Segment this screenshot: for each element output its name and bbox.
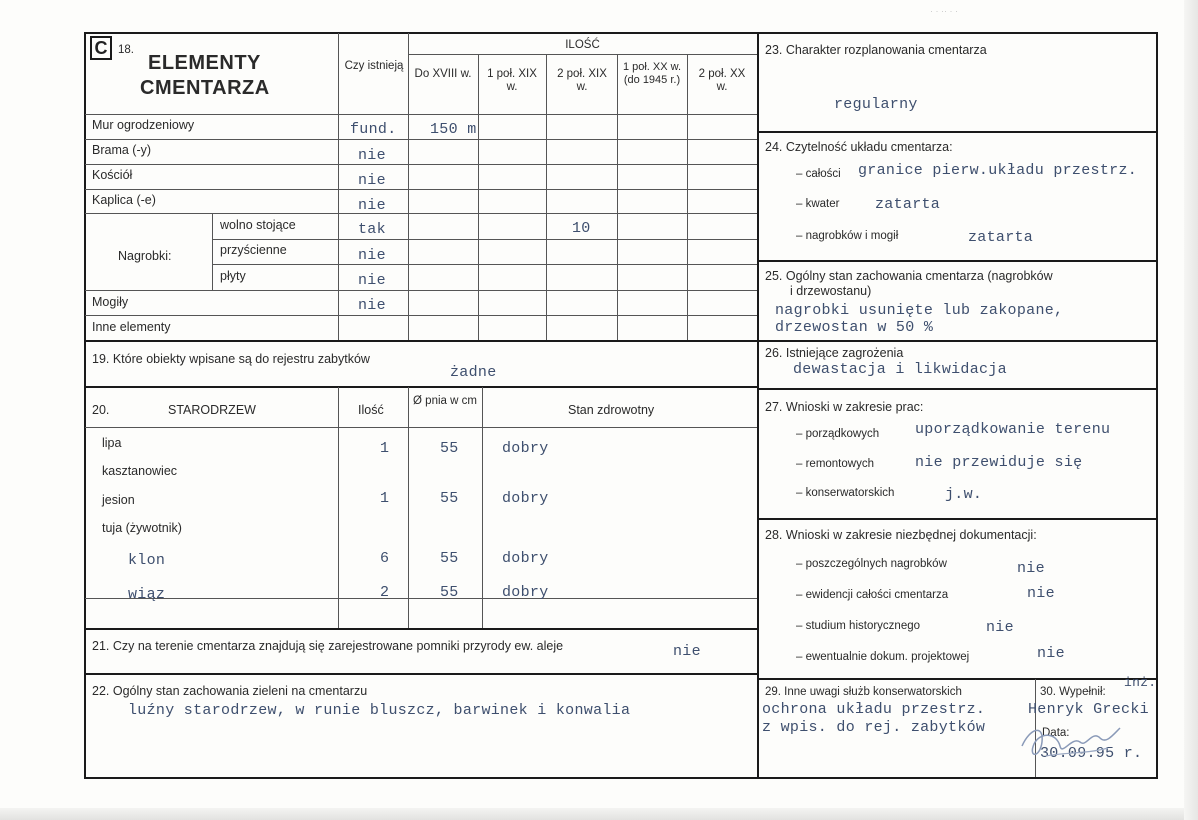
section27-top (758, 388, 1156, 390)
element-label-other: Inne elementy (92, 320, 171, 334)
col-quantity-header: ILOŚĆ (565, 39, 600, 51)
q23-label: 23. Charakter rozplanowania cmentarza (765, 43, 987, 57)
tree-health-wiaz: dobry (502, 584, 549, 601)
frame-bottom (84, 777, 1158, 779)
q27-item-repair: – remontowych (796, 458, 874, 470)
element-label-gate: Brama (-y) (92, 143, 152, 157)
q28-answer-project: nie (1037, 645, 1065, 662)
tree-count-jesion: 1 (380, 490, 390, 507)
q22-answer: luźny starodrzew, w runie bluszcz, barwinek i konwalia (128, 702, 631, 719)
row-line-3 (85, 189, 757, 190)
q20-header-line (85, 427, 757, 428)
q20-col-divider-1 (338, 387, 339, 628)
section-letter-box: C (90, 36, 112, 60)
q27-item-conservation: – konserwatorskich (796, 487, 895, 499)
section19-top (85, 340, 757, 342)
answer-slabs-exists: nie (358, 272, 386, 289)
q30-date: 30.09.95 r. (1040, 745, 1143, 762)
card-right-edge (1184, 0, 1198, 820)
answer-wall-qty: 150 m (430, 121, 477, 138)
row-line-2 (85, 164, 757, 165)
answer-graves-exists: nie (358, 297, 386, 314)
q25-answer-line2: drzewostan w 50 % (775, 319, 934, 336)
elements-title-line1: ELEMENTY (148, 52, 261, 74)
section-number: 18. (118, 44, 134, 56)
col-divider-2 (546, 54, 547, 340)
tree-diameter-lipa: 55 (440, 440, 459, 457)
row-line-8 (85, 315, 757, 316)
tree-diameter-wiaz: 55 (440, 584, 459, 601)
q30-title-abbr: inż. (1124, 675, 1157, 690)
element-label-church: Kościół (92, 168, 133, 182)
answer-gate-exists: nie (358, 147, 386, 164)
q28-label: 28. Wnioski w zakresie niezbędnej dokumentacji: (765, 528, 1037, 542)
nagrobki-divider (212, 213, 213, 290)
q26-answer: dewastacja i likwidacja (793, 361, 1007, 378)
element-label-graves: Mogiły (92, 295, 129, 309)
q28-item-study: – studium historycznego (796, 620, 921, 632)
q25-label-line2: i drzewostanu) (790, 284, 872, 298)
card-bottom-edge (0, 808, 1198, 820)
tree-health-lipa: dobry (502, 440, 549, 457)
section20-top (85, 386, 757, 388)
tree-count-lipa: 1 (380, 440, 390, 457)
section28-top (758, 518, 1156, 520)
q26-label: 26. Istniejące zagrożenia (765, 346, 904, 360)
frame-top (84, 32, 1158, 34)
answer-freestanding-qty: 10 (572, 220, 591, 237)
row-line-6 (212, 264, 757, 265)
col-divider-3 (617, 54, 618, 340)
q28-answer-records: nie (1027, 585, 1055, 602)
answer-wall-mounted-exists: nie (358, 247, 386, 264)
q19-answer: żadne (450, 364, 497, 381)
q28-item-records: – ewidencji całości cmentarza (796, 589, 949, 601)
section26-top (758, 340, 1156, 342)
frame-right (1156, 32, 1158, 779)
q23-answer: regularny (834, 96, 918, 113)
frame-left (84, 32, 86, 779)
elements-title-line2: CMENTARZA (140, 77, 270, 99)
nagrobki-label: Nagrobki: (118, 249, 172, 263)
q27-answer-repair: nie przewiduje się (915, 454, 1083, 471)
q28-item-project: – ewentualnie dokum. projektowej (796, 651, 970, 663)
ilosc-underline (408, 54, 757, 55)
q24-item-graves: – nagrobków i mogił (796, 230, 899, 242)
col-divider-4 (687, 54, 688, 340)
section25-top (758, 260, 1156, 262)
q21-label: 21. Czy na terenie cmentarza znajdują się zarejestrowane pomniki przyrody ew. aleje (92, 639, 564, 653)
q22-label: 22. Ogólny stan zachowania zieleni na cmentarzu (92, 684, 368, 698)
row-line-4 (85, 213, 757, 214)
q24-item-quarters: – kwater (796, 198, 840, 210)
answer-chapel-exists: nie (358, 197, 386, 214)
signature (1016, 712, 1136, 772)
period-header-2xx: 2 poł. XX w. (698, 68, 746, 94)
q20-col-divider-2 (408, 387, 409, 628)
period-header-2xix: 2 poł. XIX w. (557, 68, 607, 94)
q20-title: STARODRZEW (168, 403, 256, 417)
q28-answer-study: nie (986, 619, 1014, 636)
q30-date-label: Data: (1042, 727, 1070, 739)
row-line-5 (212, 239, 757, 240)
tree-name-kasztanowiec: kasztanowiec (102, 464, 178, 478)
tree-health-klon: dobry (502, 550, 549, 567)
q24-answer-graves: zatarta (968, 229, 1034, 246)
q24-item-whole: – całości (796, 168, 841, 180)
element-label-chapel: Kaplica (-e) (92, 193, 156, 207)
tree-name-jesion: jesion (102, 493, 135, 507)
element-label-wall: Mur ogrodzeniowy (92, 118, 195, 132)
q27-label: 27. Wnioski w zakresie prac: (765, 400, 924, 414)
period-header-1xx: 1 poł. XX w. (do 1945 r.) (622, 61, 682, 86)
tree-diameter-klon: 55 (440, 550, 459, 567)
frame-middle (757, 32, 759, 779)
q27-answer-cleanup: uporządkowanie terenu (915, 421, 1111, 438)
q28-item-graves: – poszczególnych nagrobków (796, 558, 947, 570)
answer-freestanding-exists: tak (358, 221, 386, 238)
period-header-1xix: 1 poł. XIX w. (487, 68, 537, 94)
q19-label: 19. Które obiekty wpisane są do rejestru zabytków (92, 352, 370, 366)
q24-answer-whole: granice pierw.układu przestrz. (858, 162, 1138, 179)
q20-number: 20. (92, 403, 110, 417)
element-label-slabs: płyty (220, 269, 246, 283)
col-qty-left (408, 33, 409, 340)
tree-count-wiaz: 2 (380, 584, 390, 601)
element-label-wall-mounted: przyścienne (220, 243, 287, 257)
tree-name-tuja: tuja (żywotnik) (102, 521, 182, 535)
q29-answer-line2: z wpis. do rej. zabytków (762, 719, 986, 736)
period-header-xviii: Do XVIII w. (414, 68, 472, 80)
q20-col-divider-3 (482, 387, 483, 628)
row-line-7 (85, 290, 757, 291)
q20-col-count: Ilość (358, 403, 384, 417)
tree-name-klon: klon (128, 552, 166, 569)
q20-col-health: Stan zdrowotny (568, 403, 655, 417)
answer-church-exists: nie (358, 172, 386, 189)
q21-answer: nie (673, 643, 701, 660)
q28-answer-graves: nie (1017, 560, 1045, 577)
scan-speck: · · ·· · · (930, 6, 958, 16)
tree-name-lipa: lipa (102, 436, 122, 450)
section21-top (85, 628, 757, 630)
q29-label: 29. Inne uwagi służb konserwatorskich (765, 686, 962, 698)
q30-name: Henryk Grecki (1028, 701, 1149, 718)
section29-top (758, 678, 1156, 680)
row-line-0 (85, 114, 757, 115)
q25-label-line1: 25. Ogólny stan zachowania cmentarza (nagrobków (765, 269, 1053, 283)
row-line-1 (85, 139, 757, 140)
col-exists-header: Czy istnieją (344, 60, 404, 72)
section24-top (758, 131, 1156, 133)
col-divider-1 (478, 54, 479, 340)
tree-count-klon: 6 (380, 550, 390, 567)
q27-answer-conservation: j.w. (945, 486, 983, 503)
q24-label: 24. Czytelność układu cmentarza: (765, 140, 953, 154)
q20-col-diameter: Ø pnia w cm (413, 395, 477, 407)
tree-health-jesion: dobry (502, 490, 549, 507)
q29-answer-line1: ochrona układu przestrz. (762, 701, 986, 718)
element-label-freestanding: wolno stojące (220, 218, 296, 232)
q25-answer-line1: nagrobki usunięte lub zakopane, (775, 302, 1064, 319)
q24-answer-quarters: zatarta (875, 196, 941, 213)
tree-diameter-jesion: 55 (440, 490, 459, 507)
q27-item-cleanup: – porządkowych (796, 428, 880, 440)
col-exists-left (338, 33, 339, 340)
q30-label: 30. Wypełnił: (1040, 686, 1106, 698)
section22-top (85, 673, 757, 675)
q20-bottom-line (85, 598, 757, 599)
answer-wall-exists: fund. (350, 121, 397, 138)
tree-name-wiaz: wiąz (128, 586, 166, 603)
